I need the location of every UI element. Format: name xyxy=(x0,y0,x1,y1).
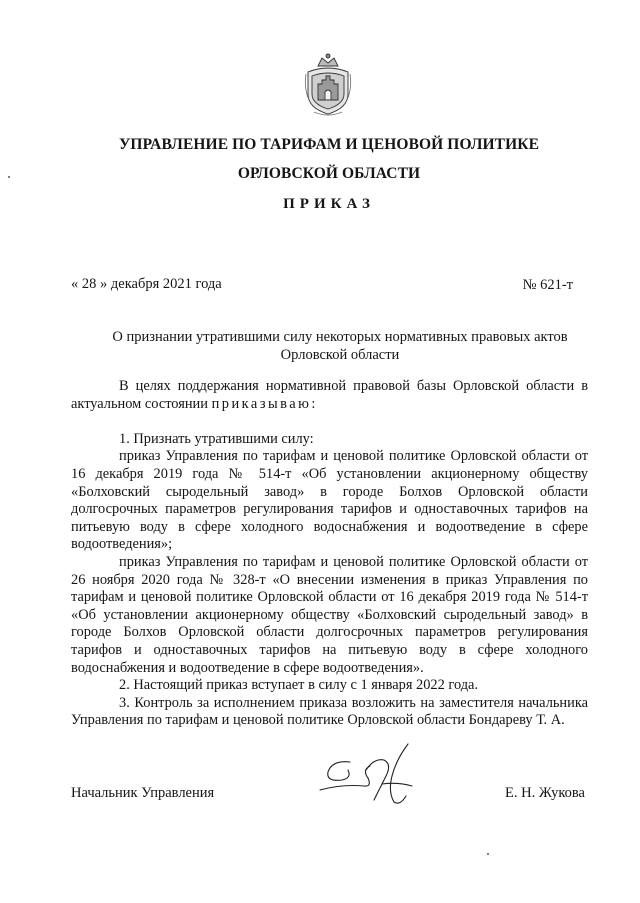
subject-line1: О признании утратившими силу некоторых нормативных правовых актов xyxy=(112,329,568,345)
signatory-title: Начальник Управления xyxy=(71,785,215,801)
preamble-paragraph: В целях поддержания нормативной правовой базы Орловской области в актуальном состоянии приказываю: xyxy=(71,378,588,412)
preamble-text: В целях поддержания нормативной правовой базы Орловской области в актуальном состоянии xyxy=(71,378,588,412)
item1-order-b: приказ Управления по тарифам и ценовой политике Орловской области от 26 ноября 2020 года № 328-т «О внесении изменения в приказ Управления по тарифам и ценовой политике Орловской области от 16 декабря 2019 года № 514-т «Об установлении акционерному обществу «Болховский сыродельный завод» в городе Болхов Орловской области долгосрочных параметров регулирования тарифов и одноставочных тарифов на питьевую воду в сфере холодного водоснабжения и водоотведение в сфере водоотведения». xyxy=(71,553,588,676)
item1-order-a: приказ Управления по тарифам и ценовой политике Орловской области от 16 декабря 2019 года № 514-т «Об установлении акционерному обществу «Болховский сыродельный завод» в городе Болхов Орловской области долгосрочных параметров регулирования тарифов и одноставочных тарифов на питьевую воду в сфере холодного водоснабжения и водоотведение в сфере водоотведения»; xyxy=(71,448,588,553)
organization-name-line2: ОРЛОВСКОЙ ОБЛАСТИ xyxy=(237,165,421,182)
document-number: № 621-т xyxy=(522,277,573,293)
signatory-name: Е. Н. Жукова xyxy=(504,785,585,801)
document-body xyxy=(71,378,588,730)
item2-paragraph: 2. Настоящий приказ вступает в силу с 1 января 2022 года. xyxy=(119,677,479,694)
document-type-title: ПРИКАЗ xyxy=(283,196,375,212)
scan-speck xyxy=(487,853,489,855)
scan-speck xyxy=(8,176,10,178)
document-date: « 28 » декабря 2021 года xyxy=(71,276,222,292)
item3-paragraph: 3. Контроль за исполнением приказа возложить на заместителя начальника Управления по тарифам и ценовой политике Орловской области Бондареву Т. А. xyxy=(71,694,588,729)
handwritten-signature-icon xyxy=(312,740,432,812)
item1-title: 1. Признать утратившими силу: xyxy=(119,430,314,447)
organization-name-line1: УПРАВЛЕНИЕ ПО ТАРИФАМ И ЦЕНОВОЙ ПОЛИТИКЕ xyxy=(118,136,540,153)
preamble-order-word: приказываю xyxy=(211,395,312,412)
coat-of-arms-icon xyxy=(304,52,352,116)
document-subject xyxy=(60,329,620,364)
subject-line2: Орловской области xyxy=(280,346,400,363)
